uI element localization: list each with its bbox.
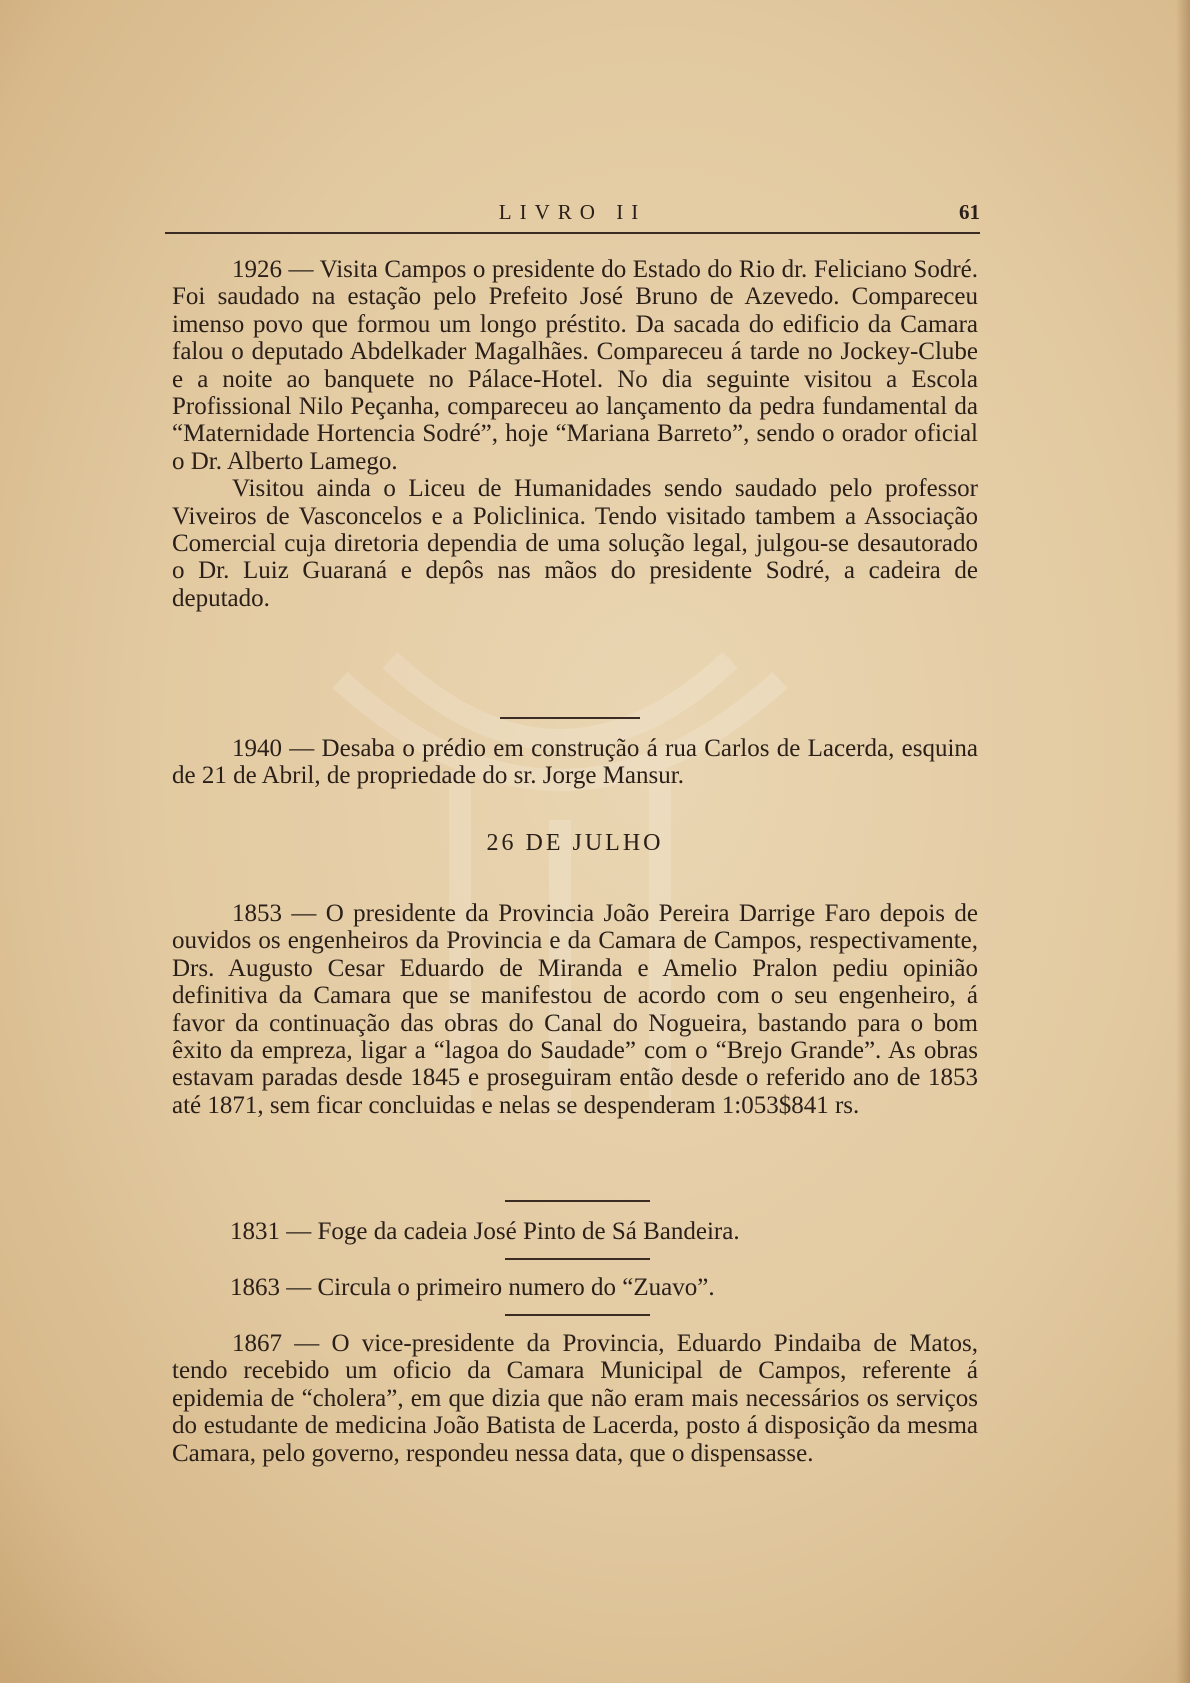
entry-1940 — [172, 735, 978, 790]
entry-divider — [505, 1314, 650, 1316]
entry-1926 — [172, 256, 978, 612]
section-heading-date: 26 DE JULHO — [486, 830, 664, 856]
entry-1831: 1831 — Foge da cadeia José Pinto de Sá Bandeira. — [230, 1218, 740, 1245]
entry-1926-paragraph-2: Visitou ainda o Liceu de Humanidades sendo saudado pelo professor Viveiros de Vasconcelos e a Policlinica. Tendo visitado tambem a Associação Comercial cuja diretoria dependia de uma solução legal, julgou-se desautorado o Dr. Luiz Guaraná e depôs nas mãos do presidente Sodré, a cadeira de deputado. — [172, 475, 978, 612]
page-header — [165, 200, 980, 234]
entry-1853-text: 1853 — O presidente da Provincia João Pereira Darrige Faro depois de ouvidos os engenheiros da Provincia e da Camara de Campos, respectivamente, Drs. Augusto Cesar Eduardo de Miranda e Amelio Pralon pediu opinião definitiva da Camara que se manifestou de acordo com o seu engenheiro, á favor da continuação das obras do Canal do Nogueira, bastando para o bom êxito da empreza, ligar a “lagoa do Saudade” com o “Brejo Grande”. As obras estavam paradas desde 1845 e proseguiram então desde o referido ano de 1853 até 1871, sem ficar concluidas e nelas se despenderam 1:053$841 rs. — [172, 900, 978, 1119]
entry-1867 — [172, 1330, 978, 1467]
entry-1940-text: 1940 — Desaba o prédio em construção á rua Carlos de Lacerda, esquina de 21 de Abril, de propriedade do sr. Jorge Mansur. — [172, 735, 978, 790]
entry-divider — [505, 1258, 650, 1260]
page-number: 61 — [959, 200, 980, 224]
entry-divider — [505, 1200, 650, 1202]
entry-divider — [500, 717, 640, 719]
entry-1867-text: 1867 — O vice-presidente da Provincia, Eduardo Pindaiba de Matos, tendo recebido um oficio da Camara Municipal de Campos, referente á epidemia de “cholera”, em que dizia que não eram mais necessários os serviços do estudante de medicina João Batista de Lacerda, posto á disposição da mesma Camara, pelo governo, respondeu nessa data, que o dispensasse. — [172, 1330, 978, 1467]
entry-1926-paragraph-1: 1926 — Visita Campos o presidente do Estado do Rio dr. Feliciano Sodré. Foi saudado na estação pelo Prefeito José Bruno de Azevedo. Compareceu imenso povo que formou um longo préstito. Da sacada do edificio da Camara falou o deputado Abdelkader Magalhães. Compareceu á tarde no Jockey-Clube e a noite ao banquete no Pálace-Hotel. No dia seguinte visitou a Escola Profissional Nilo Peçanha, compareceu ao lançamento da pedra fundamental da “Maternidade Hortencia Sodré”, hoje “Mariana Barreto”, sendo o orador oficial o Dr. Alberto Lamego. — [172, 256, 978, 475]
entry-1853 — [172, 900, 978, 1119]
running-head: LIVRO II — [498, 200, 647, 224]
entry-1863: 1863 — Circula o primeiro numero do “Zuavo”. — [230, 1274, 715, 1301]
